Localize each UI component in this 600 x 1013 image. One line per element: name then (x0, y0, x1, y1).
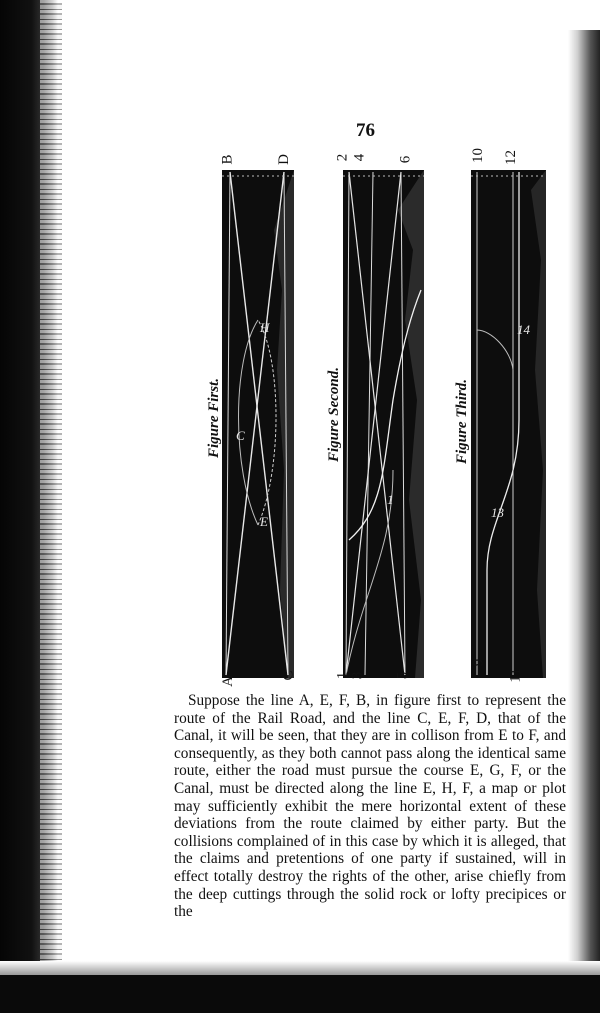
figure-second-label-6: 6 (397, 155, 414, 164)
figure-first-label-b: B (219, 154, 236, 165)
figure-first-plate (222, 170, 294, 678)
scan-edge-bottom (0, 975, 600, 1013)
figure-third-plate (471, 170, 546, 678)
scan-shadow-bottom (0, 961, 600, 975)
figure-third-label-10: 10 (470, 148, 486, 163)
body-text-block (174, 692, 566, 921)
figure-first-label-e: E (260, 514, 268, 529)
figure-second-plate (343, 170, 424, 678)
page-number: 76 (356, 120, 375, 141)
body-paragraph: Suppose the line A, E, F, B, in figure first to represent the route of the Rail Road, and the line C, E, F, D, that of the Canal, it will be seen, that they are in collison from E to F, and consequently, as they both cannot pass along the identical same route, either the road must pursue the course E, G, F, or the Canal, must be directed along the line E, H, F, a map or plot may sufficiently exhibit the mere horizontal extent of these deviations from the route claimed by either party. But the collisions complained of in this case by which it is alleged, that the claims and pretentions of one party if sustained, will in effect totally destroy the rights of the other, arise chiefly from the deep cuttings through the solid rock or lofty precipices or the (174, 692, 566, 921)
figure-third-title: Figure Third. (454, 378, 470, 464)
binding-edge-right (568, 30, 600, 980)
binding-texture-left (40, 0, 62, 1013)
figure-second-label-1-end: 1 (334, 671, 351, 680)
figure-first-label-c: C (236, 428, 245, 443)
figure-third-label-11: 11 (507, 668, 524, 683)
figure-first-label-c-end: C (280, 670, 297, 681)
figure-third-lines (471, 170, 546, 678)
figure-first-lines (222, 170, 294, 678)
figure-second-lines (343, 170, 424, 678)
figure-second-label-5: 5 (394, 671, 411, 680)
figure-first-title: Figure First. (206, 377, 222, 458)
figure-third-label-13: 13 (491, 505, 504, 520)
figure-second-label-3: 3 (349, 671, 366, 680)
figure-third-label-9: 9 (470, 658, 487, 667)
figure-second-label-1: 1 (387, 492, 394, 507)
figure-second-label-4: 4 (351, 153, 368, 162)
figure-third-label-12: 12 (503, 150, 519, 165)
figure-third-label-14: 14 (517, 322, 530, 337)
figure-first-label-a: A (219, 676, 236, 687)
figure-first-label-d: D (275, 154, 292, 165)
figure-first-label-h: H (260, 320, 270, 335)
figure-second-title: Figure Second. (326, 366, 342, 462)
figure-second-label-2: 2 (334, 153, 351, 162)
